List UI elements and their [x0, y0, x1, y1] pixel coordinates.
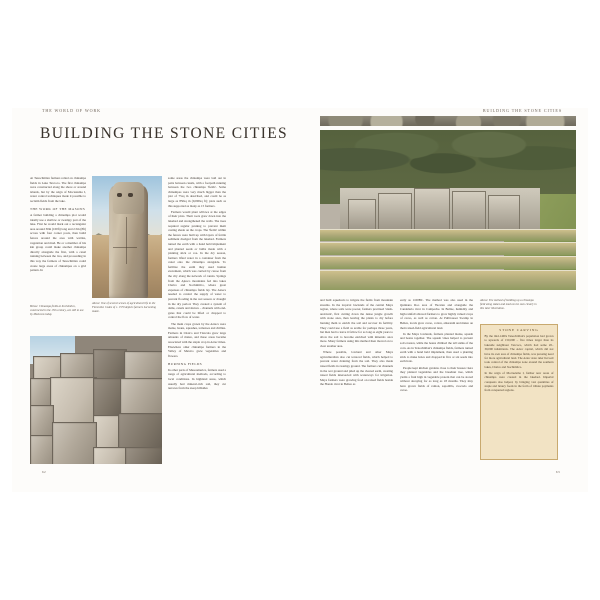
paragraph: In the reign of Moctezuma I, further new areas of chinampa were created in the lakebed. Imperial conquests also helped, by bringing vast quantities of staple and luxury foods in the form of tribute payments from conquered regions.	[484, 370, 554, 393]
folio-right: 63	[555, 470, 560, 474]
paragraph: Where possible, lowland and other Maya agriculturalists also cut terraced fields, which helped to prevent water draining from the soil. They also made raised fields in swampy ground. The farmers cut channels in the wet ground and piled up the cleared earth, creating raised fields intersected with waterways for irrigation. Maya farmers were growing food on raised fields beside the Hondo river in Belize as	[320, 350, 393, 387]
page-sheet	[12, 108, 588, 492]
masonry-stone	[118, 413, 162, 451]
masonry-stone	[93, 447, 128, 464]
polygonal-masonry-photo	[30, 336, 162, 464]
subhead-work-of-masons: THE WORK OF THE MASONS	[30, 206, 86, 211]
statue-crack	[126, 217, 127, 263]
photo-ruin-buildings	[340, 188, 540, 230]
masonry-stone	[30, 405, 54, 438]
paragraph: Farmers would plant willows at the edges of their plots. Their roots grew down into the lakebed and strengthened the walls. The trees required regular pruning to prevent them casting shade on the crops. The 'fields' within the fences were built up with layers of fertile sediment dredged from the lakebed. Farmers turned the earth with a hand held implement and planted seeds or bulbs made with a planting stick or coa. In the dry season, farmers lifted water in a container from the canal onto the chinampa alongside. To fertilize the earth they used human excrement, which was carried by canoe from the city along the network of canals. Springs from the Ajusco mountains fed into lakes Chalco and Xochimilco, where great expanses of chinampa fields lay. The Aztecs needed to control the supply of water to prevent flooding in the wet season or drought in the dry period. They created a system of dams, canals and sluices – channels with end-gates that could be lifted or dropped to control the flow of water.	[168, 209, 226, 320]
masonry-stone	[93, 349, 127, 382]
ruin-wall	[488, 195, 520, 231]
ruin-wall	[414, 188, 450, 231]
paragraph-intro: At Tenochtitlan farmers relied on chinampa fields in Lake Texcoco. The first chinampa were constructed along the shore or around islands, but by the reign of Moctezuma I, water control techniques made it possible to reclaim fields from the lake.	[30, 176, 86, 203]
running-head-left: THE WORLD OF WORK	[42, 108, 101, 113]
ruin-wall	[348, 199, 376, 231]
paragraph-masons: A farmer building a chinampa plot would ideally use a shallow or swampy part of the lake. First he would mark out a rectangular area around 30m (100ft) long and 2.5m (8ft) across with four corner posts, then build fences around the area with wattles, vegetation and mud. He or a member of his kin group could make another chinampa directly alongside the first, with a canal running between the two, and proceeding in this way the farmers of Tenochtitlan could create large areas of chinampas on a grid pattern. In	[30, 213, 86, 273]
paragraph: some areas the chinampa were laid out in pairs between canals, with a footpath running between the two chinampa 'fields'. Some chinampas were very much bigger than the plot of 75sq m described, and could be as large as 850sq m (9,000sq ft); plots such as this supported as many as 15 farmers.	[168, 176, 226, 208]
ruin-wall	[452, 191, 486, 231]
masonry-stone	[120, 378, 162, 416]
paragraph: In other parts of Mesoamerica, farmers used a range of agricultural methods, according to local conditions. In highland areas, which usually had mineral-rich soil, they cut terraces from the steep hillsides	[168, 367, 226, 391]
statue-crack	[113, 247, 137, 248]
paragraph: and built aqueducts to irrigate the fields from mountain streams. In the tropical lowlands of the central Maya region, where soils were poorer, farmers practised 'slash-and-burn', first cutting down the dense jungle growth with stone axes, then leaving the plants to dry before burning them to enrich the soil and recover its fertility. They could use a field as arable for perhaps three years, but then had to leave it fallow for as long as eight years to allow the soil to become enriched with minerals once more. Many farmers using this method then moved on to clear another area.	[320, 298, 393, 348]
left-page-column-1	[30, 176, 86, 274]
terrace-band	[320, 256, 576, 270]
caption-chinampa-illustration: Above: The method of building up a chinampa field using stakes and mud can be seen clearly in this later illustration.	[480, 298, 537, 311]
feature-box-stone-carving	[480, 324, 558, 460]
terrace-band	[320, 229, 576, 241]
caption-florentine-codex: Above: One of several scenes of agricultural life in the Florentine Codex of c. 1570 depicts farmers harvesting maize.	[92, 301, 156, 314]
running-head-right: BUILDING THE STONE CITIES	[482, 108, 562, 113]
left-page-column-2	[168, 176, 226, 460]
terrace-band	[320, 270, 576, 290]
paragraph: The main crops grown by the Aztecs were maize, beans, squashes, tomatoes and chillies. Farmers in Chalco and Tlaxcala grew large amounts of maize, and these areas became associated with the staple crop in Aztec times. Elsewhere other chinampa farmers in the Valley of Mexico grew vegetables and flowers.	[168, 321, 226, 358]
lichen-stone-strip-photo	[320, 116, 576, 126]
right-page-column-1	[320, 298, 393, 460]
paragraph: early as 1100BC. The method was also used in the Quintana Roo area of Yucatan and alongside the Candelaria river in Campeche. In Belize, humidity and high rainfall allowed farmers to grow highly valued crops of cacao, as well as cotton. At Pulltrouser Swamp in Belize, locals grew cacao, cotton, amaranth and maize on their raised-field agricultural land.	[400, 298, 473, 330]
paragraph: People kept kitchen gardens close to their houses: here they planted vegetables and the breadnut tree, which yields a fruit high in vegetable protein that can be stored without decaying for as long as 18 months. They may have grown fields of ramon, sapodilla, avocado and cacao.	[400, 365, 473, 393]
masonry-stone	[52, 422, 96, 464]
folio-left: 62	[42, 470, 47, 474]
paragraph: By the mid-1400s Tenochtitlan's population had grown to upwards of 150,000 – five times larger than its lakeside neighbour Texcoco, which had some 20–30,000 inhabitants. The Aztec capital, which did not have its own area of chinampa fields, was pressing need for more agricultural land. The Aztec state ruler Itzcoatl took control of the chinampa zone around the southern lakes, Chalco and Xochimilco.	[484, 334, 554, 369]
terrace-band	[320, 242, 576, 255]
caption-chinampa-fields: Below: Chinampa fields at Xochimilco, constructed in the 15th century, are still in use by Mexicans today.	[30, 304, 84, 317]
subhead-burning-fields: BURNING FIELDS	[168, 361, 203, 366]
feature-box-body	[485, 334, 554, 393]
statue-head	[113, 182, 144, 214]
masonry-stone	[125, 447, 162, 464]
stone-statue-photo	[92, 176, 162, 298]
ruin-wall	[378, 193, 412, 232]
inca-terraces-photo	[320, 130, 576, 290]
masonry-stone	[124, 351, 162, 381]
page-title: BUILDING THE STONE CITIES	[40, 125, 289, 142]
masonry-stone	[50, 377, 97, 425]
right-page-column-2	[400, 298, 473, 460]
paragraph: In the Maya lowlands, farmers planted maize, squash and beans together. The squash vines helped to prevent soil erosion, while the beans climbed the tall stalks of the corn. As in Tenochtitlan's chinampa fields, farmers turned earth with a hand held implement, then used a planting stick to make holes and dropped in five or six seeds into each hole.	[400, 331, 473, 364]
feature-box-title: STONE CARVING	[499, 328, 539, 332]
